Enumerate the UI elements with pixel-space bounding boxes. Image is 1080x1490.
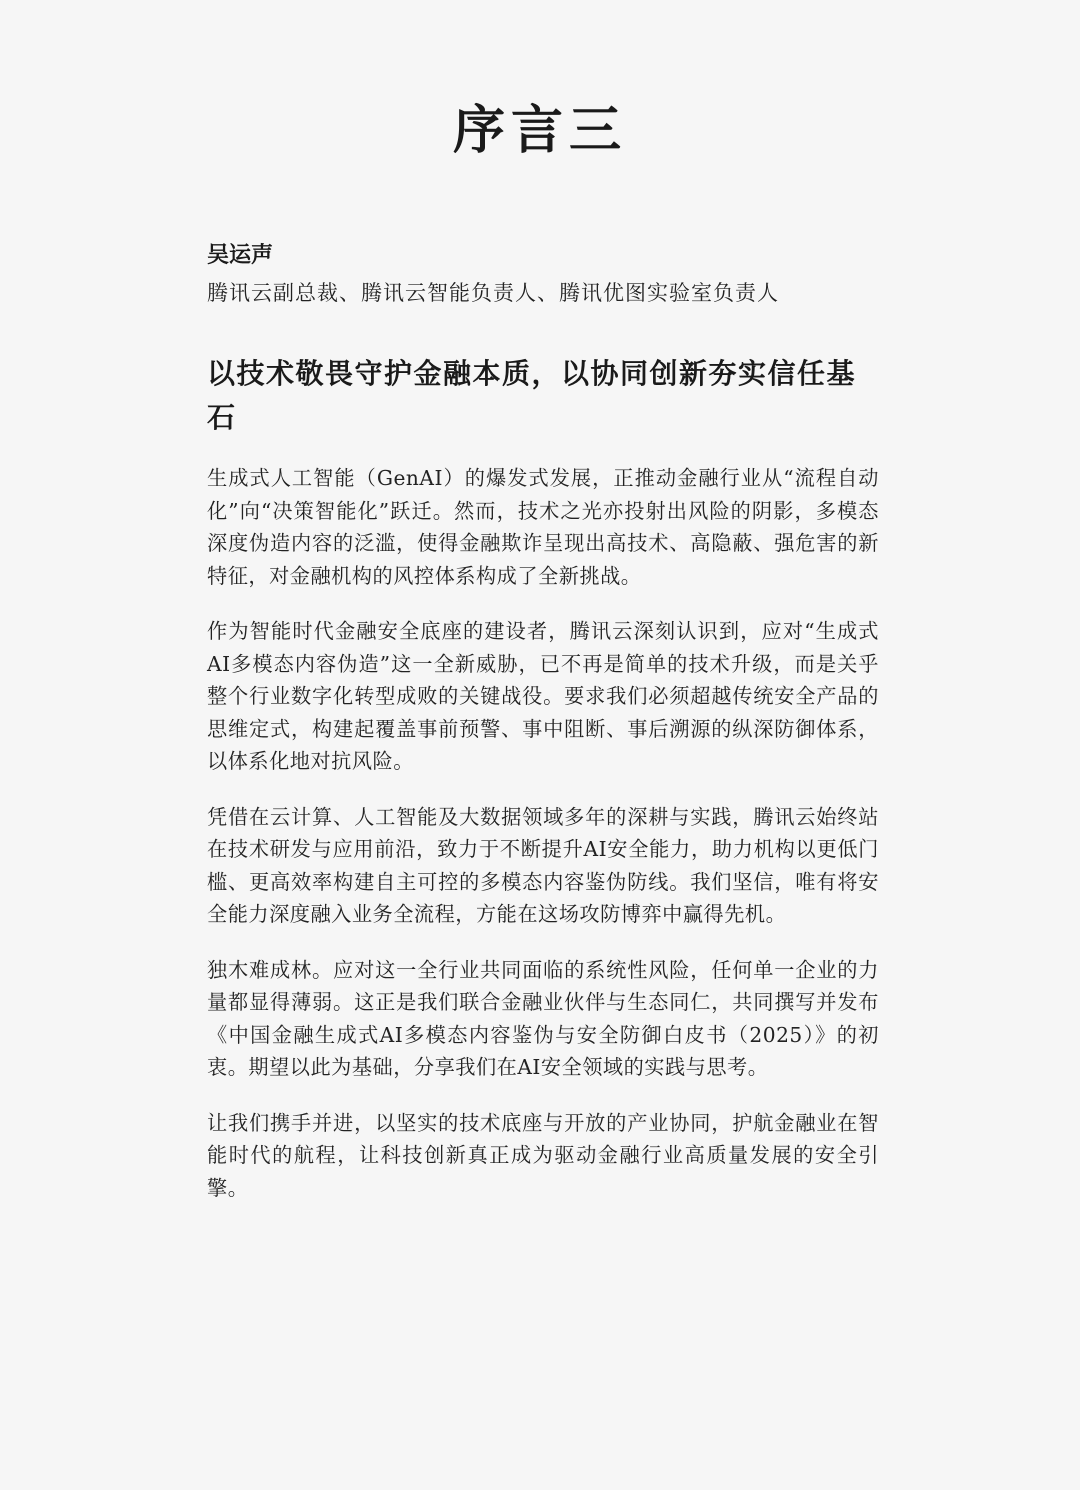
preface-body: [207, 240, 879, 1204]
paragraph-1: 生成式人工智能（GenAI）的爆发式发展，正推动金融行业从“流程自动化”向“决策智能化”跃迁。然而，技术之光亦投射出风险的阴影，多模态深度伪造内容的泛滥，使得金融欺诈呈现出高技术、高隐蔽、强危害的新特征，对金融机构的风控体系构成了全新挑战。: [207, 466, 879, 588]
author-name: 吴运声: [207, 242, 274, 268]
author-position: 腾讯云副总裁、腾讯云智能负责人、腾讯优图实验室负责人: [207, 281, 779, 305]
paragraph-2: 作为智能时代金融安全底座的建设者，腾讯云深刻认识到，应对“生成式AI多模态内容伪造”这一全新威胁，已不再是简单的技术升级，而是关乎整个行业数字化转型成败的关键战役。要求我们必须超越传统安全产品的思维定式，构建起覆盖事前预警、事中阻断、事后溯源的纵深防御体系，以体系化地对抗风险。: [207, 619, 879, 773]
section-heading: 以技术敬畏守护金融本质，以协同创新夯实信任基石: [207, 357, 857, 434]
paragraph-3: 凭借在云计算、人工智能及大数据领域多年的深耕与实践，腾讯云始终站在技术研发与应用前沿，致力于不断提升AI安全能力，助力机构以更低门槛、更高效率构建自主可控的多模态内容鉴伪防线。我们坚信，唯有将安全能力深度融入业务全流程，方能在这场攻防博弈中赢得先机。: [207, 804, 879, 926]
page-title: 序言三: [452, 100, 627, 161]
paragraph-5: 让我们携手并进，以坚实的技术底座与开放的产业协同，护航金融业在智能时代的航程，让科技创新真正成为驱动金融行业高质量发展的安全引擎。: [207, 1110, 879, 1200]
paragraph-4: 独木难成林。应对这一全行业共同面临的系统性风险，任何单一企业的力量都显得薄弱。这正是我们联合金融业伙伴与生态同仁，共同撰写并发布《中国金融生成式AI多模态内容鉴伪与安全防御白皮书（2025）》的初衷。期望以此为基础，分享我们在AI安全领域的实践与思考。: [207, 957, 879, 1079]
